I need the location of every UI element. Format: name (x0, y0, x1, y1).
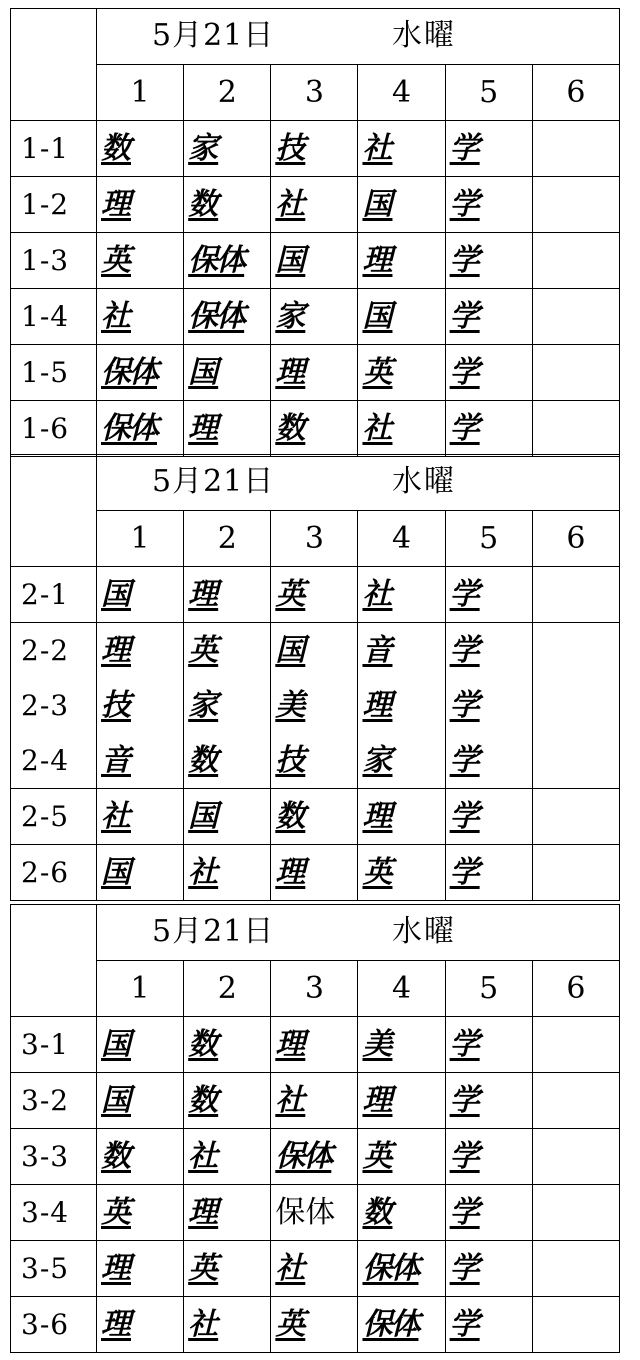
corner-cell (11, 455, 97, 511)
period-header: 4 (358, 64, 445, 120)
period-header: 4 (358, 960, 445, 1016)
subject-cell: 学 (445, 400, 532, 456)
subject-cell: 国 (97, 1016, 184, 1072)
subject-cell: 家 (184, 678, 271, 733)
subject-cell: 英 (358, 344, 445, 400)
subject-cell: 学 (445, 844, 532, 900)
weekday-label: 水曜 (392, 914, 456, 950)
class-label: 2-3 (11, 678, 97, 733)
subject-cell: 英 (358, 1128, 445, 1184)
subject-cell: 学 (445, 232, 532, 288)
subject-cell (532, 176, 619, 232)
subject-cell: 学 (445, 344, 532, 400)
period-header: 2 (184, 510, 271, 566)
subject-cell (532, 288, 619, 344)
subject-cell: 保体 (97, 344, 184, 400)
subject-cell: 学 (445, 1016, 532, 1072)
period-header: 6 (532, 510, 619, 566)
class-row (11, 622, 620, 678)
period-header: 3 (271, 960, 358, 1016)
date-label: 5月21日 (152, 18, 275, 54)
timetable-grade-1 (10, 8, 620, 457)
corner-cell (11, 64, 97, 120)
class-row (11, 1184, 620, 1240)
subject-cell: 学 (445, 678, 532, 733)
subject-cell: 数 (271, 788, 358, 844)
subject-cell: 国 (184, 788, 271, 844)
subject-cell: 英 (271, 1296, 358, 1352)
subject-cell (532, 400, 619, 456)
subject-cell: 家 (271, 288, 358, 344)
subject-cell: 国 (271, 232, 358, 288)
subject-cell (532, 1184, 619, 1240)
period-header: 2 (184, 64, 271, 120)
subject-cell: 社 (184, 1296, 271, 1352)
subject-cell: 国 (97, 1072, 184, 1128)
subject-cell: 保体 (358, 1240, 445, 1296)
subject-cell (532, 566, 619, 622)
subject-cell: 学 (445, 120, 532, 176)
date-header (97, 905, 620, 961)
subject-cell (532, 1016, 619, 1072)
class-row (11, 176, 620, 232)
subject-cell: 学 (445, 622, 532, 678)
subject-cell: 社 (271, 1072, 358, 1128)
weekday-label: 水曜 (392, 464, 456, 500)
subject-cell: 社 (358, 566, 445, 622)
class-label: 3-6 (11, 1296, 97, 1352)
subject-cell: 国 (358, 288, 445, 344)
subject-cell: 理 (271, 1016, 358, 1072)
subject-cell: 英 (97, 1184, 184, 1240)
period-header-row (11, 960, 620, 1016)
class-label: 2-1 (11, 566, 97, 622)
subject-cell: 学 (445, 1184, 532, 1240)
period-header: 5 (445, 64, 532, 120)
subject-cell (532, 1128, 619, 1184)
period-header: 2 (184, 960, 271, 1016)
subject-cell (532, 1240, 619, 1296)
subject-cell: 学 (445, 176, 532, 232)
subject-cell: 学 (445, 1072, 532, 1128)
subject-cell: 国 (184, 344, 271, 400)
subject-cell (532, 344, 619, 400)
subject-cell: 保体 (97, 400, 184, 456)
subject-cell: 理 (97, 1296, 184, 1352)
class-row (11, 1240, 620, 1296)
subject-cell: 英 (358, 844, 445, 900)
subject-cell: 学 (445, 288, 532, 344)
class-label: 3-1 (11, 1016, 97, 1072)
subject-cell: 理 (358, 232, 445, 288)
period-header: 1 (97, 510, 184, 566)
subject-cell (532, 788, 619, 844)
period-header: 1 (97, 64, 184, 120)
class-row (11, 566, 620, 622)
corner-cell (11, 9, 97, 65)
subject-cell (532, 120, 619, 176)
class-label: 2-5 (11, 788, 97, 844)
subject-cell: 英 (97, 232, 184, 288)
subject-cell: 数 (184, 1072, 271, 1128)
subject-cell: 国 (97, 844, 184, 900)
class-label: 1-1 (11, 120, 97, 176)
class-row (11, 1296, 620, 1352)
subject-cell (532, 678, 619, 733)
class-label: 2-6 (11, 844, 97, 900)
subject-cell: 家 (184, 120, 271, 176)
subject-cell: 技 (97, 678, 184, 733)
date-header (97, 9, 620, 65)
weekday-label: 水曜 (392, 18, 456, 54)
class-label: 2-2 (11, 622, 97, 678)
class-row (11, 1016, 620, 1072)
subject-cell: 理 (97, 1240, 184, 1296)
subject-cell (532, 1072, 619, 1128)
subject-cell: 家 (358, 733, 445, 789)
period-header: 6 (532, 960, 619, 1016)
subject-cell: 保体 (358, 1296, 445, 1352)
subject-cell: 社 (271, 1240, 358, 1296)
subject-cell: 美 (271, 678, 358, 733)
subject-cell: 理 (184, 566, 271, 622)
class-row (11, 400, 620, 456)
subject-cell: 理 (184, 400, 271, 456)
class-label: 1-6 (11, 400, 97, 456)
class-label: 3-2 (11, 1072, 97, 1128)
class-row (11, 288, 620, 344)
class-label: 1-2 (11, 176, 97, 232)
period-header: 5 (445, 510, 532, 566)
date-header (97, 455, 620, 511)
class-row (11, 1128, 620, 1184)
subject-cell: 社 (97, 288, 184, 344)
subject-cell: 理 (358, 678, 445, 733)
subject-cell (532, 622, 619, 678)
subject-cell: 保体 (184, 232, 271, 288)
date-header-row (11, 905, 620, 961)
subject-cell: 技 (271, 733, 358, 789)
class-label: 3-3 (11, 1128, 97, 1184)
subject-cell: 国 (97, 566, 184, 622)
subject-cell: 国 (271, 622, 358, 678)
subject-cell (532, 1296, 619, 1352)
timetable-grade-3 (10, 904, 620, 1353)
subject-cell: 英 (184, 622, 271, 678)
period-header: 1 (97, 960, 184, 1016)
class-row (11, 788, 620, 844)
subject-cell (532, 733, 619, 789)
class-row (11, 120, 620, 176)
class-label: 3-5 (11, 1240, 97, 1296)
subject-cell: 社 (271, 176, 358, 232)
corner-cell (11, 960, 97, 1016)
period-header-row (11, 64, 620, 120)
period-header: 5 (445, 960, 532, 1016)
class-label: 2-4 (11, 733, 97, 789)
class-row (11, 344, 620, 400)
subject-cell: 社 (358, 120, 445, 176)
class-row (11, 1072, 620, 1128)
subject-cell: 国 (358, 176, 445, 232)
corner-cell (11, 905, 97, 961)
subject-cell: 美 (358, 1016, 445, 1072)
subject-cell: 理 (358, 788, 445, 844)
subject-cell: 学 (445, 733, 532, 789)
corner-cell (11, 510, 97, 566)
subject-cell: 数 (271, 400, 358, 456)
subject-cell: 学 (445, 1240, 532, 1296)
class-label: 3-4 (11, 1184, 97, 1240)
subject-cell: 理 (271, 344, 358, 400)
subject-cell: 数 (184, 176, 271, 232)
subject-cell: 理 (97, 622, 184, 678)
subject-cell: 理 (184, 1184, 271, 1240)
subject-cell: 理 (358, 1072, 445, 1128)
subject-cell: 英 (184, 1240, 271, 1296)
subject-cell: 音 (97, 733, 184, 789)
subject-cell: 保体 (271, 1128, 358, 1184)
class-label: 1-4 (11, 288, 97, 344)
class-label: 1-5 (11, 344, 97, 400)
date-header-row (11, 9, 620, 65)
period-header: 4 (358, 510, 445, 566)
subject-cell (532, 844, 619, 900)
class-row (11, 678, 620, 733)
period-header: 3 (271, 64, 358, 120)
period-header-row (11, 510, 620, 566)
subject-cell: 数 (184, 1016, 271, 1072)
date-label: 5月21日 (152, 464, 275, 500)
subject-cell (532, 232, 619, 288)
subject-cell: 技 (271, 120, 358, 176)
subject-cell: 保体 (184, 288, 271, 344)
period-header: 6 (532, 64, 619, 120)
timetable-grade-2 (10, 454, 620, 901)
subject-cell: 学 (445, 1128, 532, 1184)
class-row (11, 232, 620, 288)
subject-cell: 社 (184, 844, 271, 900)
subject-cell: 理 (271, 844, 358, 900)
class-label: 1-3 (11, 232, 97, 288)
period-header: 3 (271, 510, 358, 566)
subject-cell: 数 (184, 733, 271, 789)
subject-cell: 音 (358, 622, 445, 678)
subject-cell: 学 (445, 566, 532, 622)
subject-cell: 保体 (271, 1184, 358, 1240)
date-label: 5月21日 (152, 914, 275, 950)
class-row (11, 733, 620, 789)
subject-cell: 社 (184, 1128, 271, 1184)
class-row (11, 844, 620, 900)
subject-cell: 英 (271, 566, 358, 622)
date-header-row (11, 455, 620, 511)
subject-cell: 社 (97, 788, 184, 844)
subject-cell: 数 (97, 1128, 184, 1184)
subject-cell: 理 (97, 176, 184, 232)
subject-cell: 学 (445, 788, 532, 844)
subject-cell: 数 (97, 120, 184, 176)
subject-cell: 数 (358, 1184, 445, 1240)
subject-cell: 学 (445, 1296, 532, 1352)
subject-cell: 社 (358, 400, 445, 456)
